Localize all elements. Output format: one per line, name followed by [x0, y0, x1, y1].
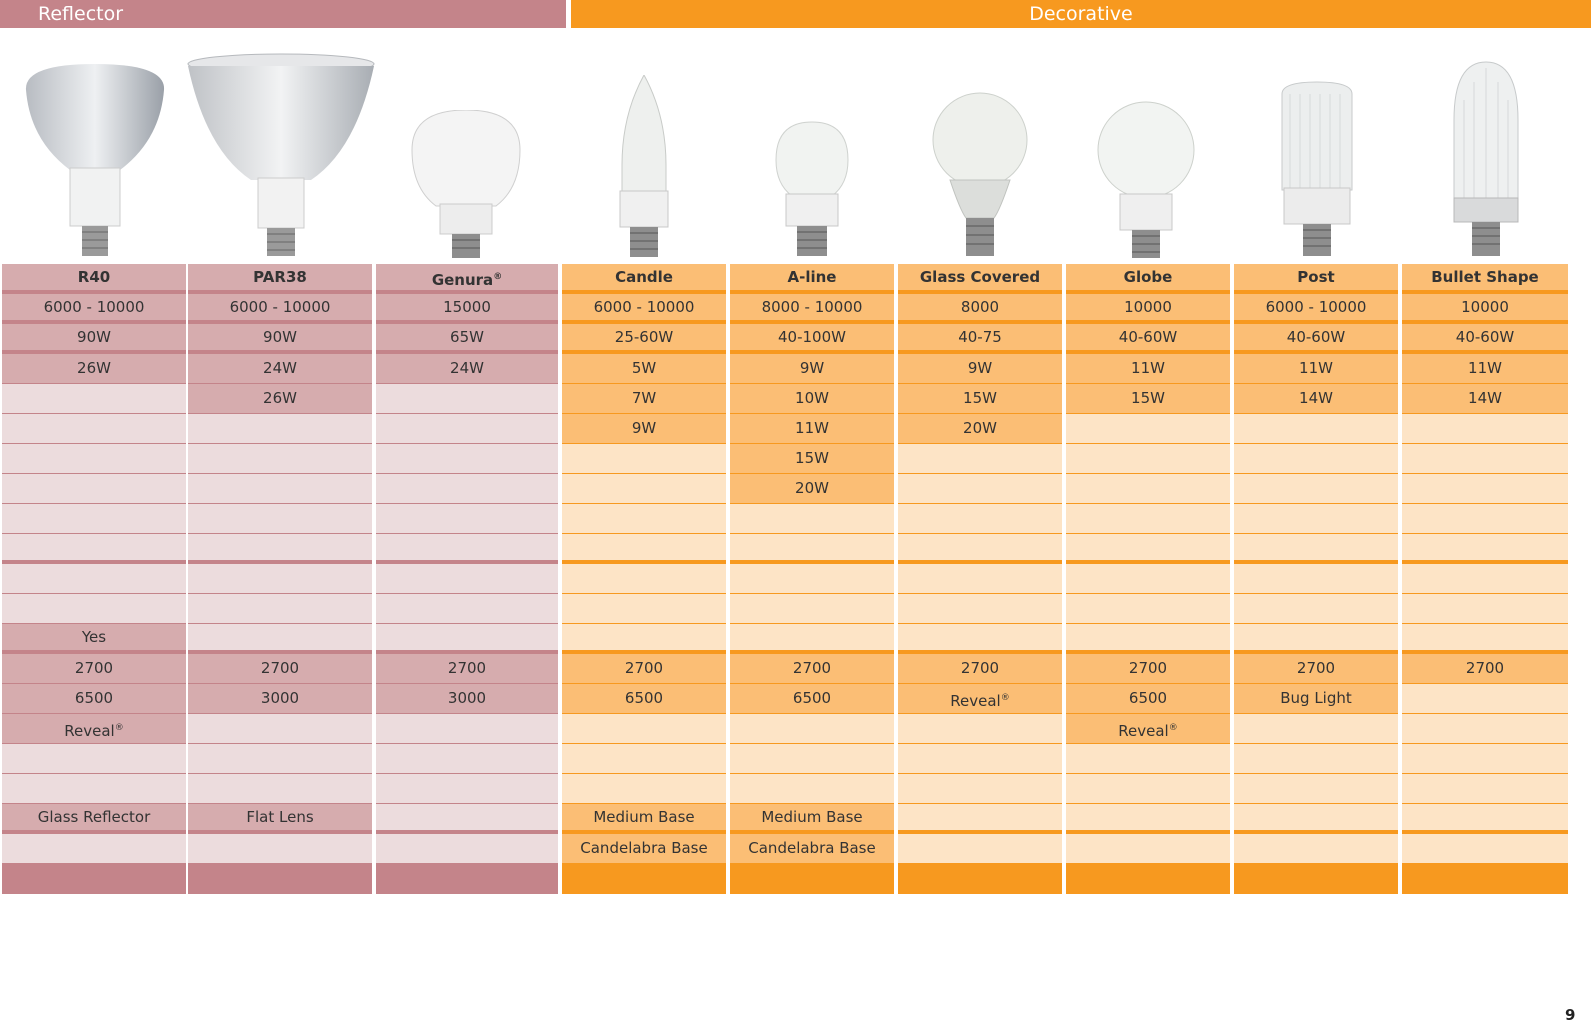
- table-cell: [188, 594, 372, 624]
- table-cell: [2, 444, 186, 474]
- table-cell: [1402, 384, 1568, 414]
- decorative-section-header: [571, 0, 1591, 28]
- cell-value: 40-100W: [778, 328, 846, 346]
- cell-value: Bug Light: [1280, 689, 1352, 707]
- table-cell: [188, 294, 372, 324]
- table-cell: [2, 504, 186, 534]
- cell-value: 6500: [792, 689, 832, 707]
- cell-value: 6000 - 10000: [43, 298, 145, 316]
- column-a-line: [730, 264, 894, 902]
- table-cell: [730, 654, 894, 684]
- column-footer: [1066, 864, 1230, 894]
- table-cell: [1066, 414, 1230, 444]
- table-cell: [898, 534, 1062, 564]
- column-candle: [562, 264, 726, 902]
- page-number: 9: [1565, 1006, 1576, 1024]
- cell-value: 15W: [963, 389, 997, 407]
- table-cell: [562, 744, 726, 774]
- cell-value: 2700: [1296, 659, 1336, 677]
- table-cell: [898, 354, 1062, 384]
- reflector-section-title: Reflector: [38, 3, 124, 25]
- cell-value: 25-60W: [614, 328, 674, 346]
- table-cell: [2, 744, 186, 774]
- column-header-label: A-line: [787, 268, 837, 286]
- table-cell: [1234, 534, 1398, 564]
- table-cell: [188, 504, 372, 534]
- cell-value: 8000: [960, 298, 1000, 316]
- table-cell: [1234, 774, 1398, 804]
- table-cell: [1402, 684, 1568, 714]
- table-cell: [1402, 714, 1568, 744]
- table-cell: [1066, 294, 1230, 324]
- table-cell: [188, 834, 372, 864]
- column-bullet-shape: [1402, 264, 1568, 902]
- column-footer: [1402, 864, 1568, 894]
- table-cell: [2, 774, 186, 804]
- table-cell: [1234, 834, 1398, 864]
- table-cell: [730, 564, 894, 594]
- genura-bulb-image: [410, 110, 530, 260]
- cell-value: 6000 - 10000: [229, 298, 331, 316]
- column-footer: [562, 864, 726, 894]
- table-cell: [1402, 324, 1568, 354]
- cell-value: 40-60W: [1286, 328, 1346, 346]
- table-cell: [1234, 384, 1398, 414]
- cell-value: 8000 - 10000: [761, 298, 863, 316]
- table-cell: [1066, 534, 1230, 564]
- cell-value: 6000 - 10000: [593, 298, 695, 316]
- table-cell: [898, 684, 1062, 714]
- candle-bulb-image: [614, 75, 674, 260]
- table-cell: [1402, 474, 1568, 504]
- table-cell: [1234, 714, 1398, 744]
- table-cell: [898, 714, 1062, 744]
- cell-value: Medium Base: [593, 808, 695, 826]
- table-cell: [562, 324, 726, 354]
- table-cell: [376, 624, 558, 654]
- cell-value: 65W: [450, 328, 484, 346]
- table-cell: [562, 654, 726, 684]
- cell-value: 2700: [74, 659, 114, 677]
- cell-value: 11W: [795, 419, 829, 437]
- registered-mark: ®: [493, 272, 503, 282]
- bullet-bulb-image: [1450, 60, 1522, 260]
- table-cell: [376, 714, 558, 744]
- table-cell: [898, 474, 1062, 504]
- column-header-label: Genura: [431, 271, 494, 289]
- table-cell: [898, 654, 1062, 684]
- cell-value: 11W: [1131, 359, 1165, 377]
- table-cell: [1402, 774, 1568, 804]
- table-cell: [730, 384, 894, 414]
- column-footer: [188, 864, 372, 894]
- column-header-label: Globe: [1123, 268, 1173, 286]
- table-cell: [2, 684, 186, 714]
- table-cell: [562, 564, 726, 594]
- table-cell: [376, 354, 558, 384]
- column-header: [1066, 264, 1230, 294]
- table-cell: [188, 744, 372, 774]
- cell-value: 15000: [443, 298, 491, 316]
- cell-value: Glass Reflector: [37, 808, 151, 826]
- cell-value: 7W: [631, 389, 657, 407]
- table-cell: [1066, 744, 1230, 774]
- table-cell: [730, 444, 894, 474]
- table-cell: [188, 384, 372, 414]
- table-cell: [1066, 384, 1230, 414]
- table-cell: [730, 414, 894, 444]
- column-header-label: R40: [77, 268, 111, 286]
- table-cell: [562, 444, 726, 474]
- cell-value: Reveal: [64, 722, 115, 740]
- cell-value: 2700: [624, 659, 664, 677]
- table-cell: [1066, 324, 1230, 354]
- table-cell: [562, 774, 726, 804]
- table-cell: [1402, 624, 1568, 654]
- table-cell: [730, 684, 894, 714]
- table-cell: [730, 354, 894, 384]
- table-cell: [2, 324, 186, 354]
- column-header-label: Candle: [615, 268, 673, 286]
- table-cell: [376, 324, 558, 354]
- table-cell: [730, 594, 894, 624]
- column-glass-covered: [898, 264, 1062, 902]
- table-cell: [188, 414, 372, 444]
- table-cell: [1066, 444, 1230, 474]
- cell-value: 14W: [1468, 389, 1502, 407]
- reflector-section-header: [0, 0, 566, 28]
- registered-mark: ®: [114, 723, 124, 733]
- table-cell: [376, 774, 558, 804]
- cell-value: 40-60W: [1118, 328, 1178, 346]
- cell-value: 20W: [963, 419, 997, 437]
- table-cell: [376, 294, 558, 324]
- table-cell: [188, 324, 372, 354]
- a-line-bulb-image: [772, 120, 852, 260]
- table-cell: [1066, 834, 1230, 864]
- column-header: [376, 264, 558, 294]
- table-cell: [1234, 594, 1398, 624]
- table-cell: [562, 534, 726, 564]
- table-cell: [730, 504, 894, 534]
- cell-value: 9W: [631, 419, 657, 437]
- cell-value: Flat Lens: [246, 808, 314, 826]
- table-cell: [1402, 744, 1568, 774]
- cell-value: 2700: [792, 659, 832, 677]
- cell-value: 24W: [263, 359, 297, 377]
- table-cell: [1066, 654, 1230, 684]
- column-header: [1234, 264, 1398, 294]
- table-cell: [1066, 594, 1230, 624]
- table-cell: [376, 744, 558, 774]
- column-footer: [376, 864, 558, 894]
- cell-value: 11W: [1299, 359, 1333, 377]
- cell-value: 15W: [795, 449, 829, 467]
- table-cell: [188, 474, 372, 504]
- column-header: [898, 264, 1062, 294]
- table-cell: [898, 324, 1062, 354]
- table-cell: [562, 624, 726, 654]
- table-cell: [376, 654, 558, 684]
- column-r40: [2, 264, 186, 902]
- table-cell: [2, 834, 186, 864]
- column-header-label: Bullet Shape: [1431, 268, 1539, 286]
- cell-value: 20W: [795, 479, 829, 497]
- table-cell: [1066, 774, 1230, 804]
- column-globe: [1066, 264, 1230, 902]
- table-cell: [188, 534, 372, 564]
- cell-value: 26W: [263, 389, 297, 407]
- table-cell: [898, 594, 1062, 624]
- cell-value: 15W: [1131, 389, 1165, 407]
- table-cell: [562, 504, 726, 534]
- table-cell: [2, 624, 186, 654]
- decorative-section-title: Decorative: [1029, 3, 1133, 25]
- table-cell: [562, 594, 726, 624]
- table-cell: [562, 684, 726, 714]
- table-cell: [376, 594, 558, 624]
- table-cell: [1066, 474, 1230, 504]
- table-cell: [1066, 804, 1230, 834]
- table-cell: [898, 804, 1062, 834]
- table-cell: [1066, 624, 1230, 654]
- cell-value: Yes: [81, 628, 107, 646]
- table-cell: [2, 564, 186, 594]
- table-cell: [1234, 504, 1398, 534]
- table-cell: [730, 744, 894, 774]
- table-cell: [376, 444, 558, 474]
- bulb-image-row: [0, 38, 1591, 260]
- table-cell: [1234, 324, 1398, 354]
- table-cell: [2, 594, 186, 624]
- cell-value: Candelabra Base: [748, 839, 876, 857]
- table-cell: [376, 384, 558, 414]
- glass-covered-bulb-image: [930, 90, 1030, 260]
- table-cell: [898, 564, 1062, 594]
- table-cell: [376, 834, 558, 864]
- cell-value: 40-75: [958, 328, 1002, 346]
- table-cell: [376, 474, 558, 504]
- cell-value: 14W: [1299, 389, 1333, 407]
- table-cell: [562, 474, 726, 504]
- table-cell: [1402, 534, 1568, 564]
- cell-value: 26W: [77, 359, 111, 377]
- table-cell: [898, 384, 1062, 414]
- table-cell: [1234, 744, 1398, 774]
- table-cell: [1402, 834, 1568, 864]
- table-cell: [730, 474, 894, 504]
- table-cell: [188, 774, 372, 804]
- column-post: [1234, 264, 1398, 902]
- globe-bulb-image: [1096, 100, 1196, 260]
- column-header-label: PAR38: [253, 268, 307, 286]
- cell-value: 2700: [260, 659, 300, 677]
- table-cell: [2, 474, 186, 504]
- table-cell: [898, 624, 1062, 654]
- column-header: [2, 264, 186, 294]
- cell-value: 9W: [967, 359, 993, 377]
- table-cell: [562, 294, 726, 324]
- column-par38: [188, 264, 372, 902]
- table-cell: [2, 294, 186, 324]
- table-cell: [898, 744, 1062, 774]
- table-cell: [562, 354, 726, 384]
- table-cell: [188, 444, 372, 474]
- cell-value: 5W: [631, 359, 657, 377]
- cell-value: 11W: [1468, 359, 1502, 377]
- table-cell: [1234, 564, 1398, 594]
- cell-value: 10W: [795, 389, 829, 407]
- table-cell: [188, 804, 372, 834]
- table-cell: [730, 324, 894, 354]
- cell-value: 10000: [1461, 298, 1509, 316]
- table-cell: [1234, 474, 1398, 504]
- cell-value: 10000: [1124, 298, 1172, 316]
- table-cell: [898, 834, 1062, 864]
- table-cell: [730, 834, 894, 864]
- table-cell: [188, 564, 372, 594]
- cell-value: 6500: [1128, 689, 1168, 707]
- column-footer: [1234, 864, 1398, 894]
- table-cell: [562, 414, 726, 444]
- cell-value: 6000 - 10000: [1265, 298, 1367, 316]
- cell-value: Reveal: [1118, 722, 1169, 740]
- post-bulb-image: [1276, 80, 1358, 260]
- table-cell: [1234, 414, 1398, 444]
- table-cell: [898, 774, 1062, 804]
- cell-value: 3000: [260, 689, 300, 707]
- cell-value: 90W: [263, 328, 297, 346]
- column-footer: [730, 864, 894, 894]
- cell-value: 9W: [799, 359, 825, 377]
- table-cell: [562, 804, 726, 834]
- r40-bulb-image: [20, 60, 170, 260]
- column-header-label: Glass Covered: [919, 268, 1041, 286]
- column-header: [188, 264, 372, 294]
- table-cell: [730, 624, 894, 654]
- table-cell: [1234, 294, 1398, 324]
- table-cell: [1402, 504, 1568, 534]
- cell-value: 2700: [1128, 659, 1168, 677]
- cell-value: 3000: [447, 689, 487, 707]
- par38-bulb-image: [186, 50, 376, 260]
- table-cell: [376, 804, 558, 834]
- table-cell: [1402, 564, 1568, 594]
- table-cell: [2, 414, 186, 444]
- cell-value: 40-60W: [1455, 328, 1515, 346]
- table-cell: [1234, 444, 1398, 474]
- table-cell: [188, 654, 372, 684]
- table-cell: [562, 714, 726, 744]
- table-cell: [1234, 684, 1398, 714]
- column-footer: [898, 864, 1062, 894]
- table-cell: [730, 804, 894, 834]
- cell-value: 24W: [450, 359, 484, 377]
- table-cell: [376, 534, 558, 564]
- table-cell: [1066, 684, 1230, 714]
- table-cell: [1402, 414, 1568, 444]
- table-cell: [1066, 504, 1230, 534]
- table-cell: [898, 294, 1062, 324]
- table-cell: [898, 444, 1062, 474]
- table-cell: [1402, 354, 1568, 384]
- table-cell: [1234, 804, 1398, 834]
- table-cell: [1066, 714, 1230, 744]
- registered-mark: ®: [1000, 693, 1010, 703]
- column-header: [562, 264, 726, 294]
- table-cell: [1402, 294, 1568, 324]
- cell-value: 2700: [1465, 659, 1505, 677]
- table-cell: [1402, 594, 1568, 624]
- cell-value: Reveal: [950, 692, 1001, 710]
- cell-value: 90W: [77, 328, 111, 346]
- table-cell: [2, 714, 186, 744]
- table-cell: [2, 384, 186, 414]
- cell-value: 2700: [447, 659, 487, 677]
- table-cell: [562, 384, 726, 414]
- column-header: [1402, 264, 1568, 294]
- table-cell: [188, 624, 372, 654]
- table-cell: [1402, 444, 1568, 474]
- table-cell: [1234, 354, 1398, 384]
- table-cell: [1234, 624, 1398, 654]
- table-cell: [376, 684, 558, 714]
- table-cell: [1234, 654, 1398, 684]
- table-cell: [376, 564, 558, 594]
- table-cell: [1066, 564, 1230, 594]
- table-cell: [188, 684, 372, 714]
- table-cell: [562, 834, 726, 864]
- table-cell: [2, 534, 186, 564]
- table-cell: [188, 714, 372, 744]
- column-header: [730, 264, 894, 294]
- table-cell: [730, 714, 894, 744]
- table-cell: [730, 534, 894, 564]
- column-footer: [2, 864, 186, 894]
- cell-value: 6500: [74, 689, 114, 707]
- table-cell: [376, 504, 558, 534]
- table-cell: [376, 414, 558, 444]
- column-genura: [376, 264, 558, 902]
- table-cell: [1402, 804, 1568, 834]
- table-cell: [898, 504, 1062, 534]
- table-cell: [2, 804, 186, 834]
- cell-value: 2700: [960, 659, 1000, 677]
- cell-value: Candelabra Base: [580, 839, 708, 857]
- registered-mark: ®: [1168, 723, 1178, 733]
- table-cell: [898, 414, 1062, 444]
- cell-value: Medium Base: [761, 808, 863, 826]
- cell-value: 6500: [624, 689, 664, 707]
- table-cell: [188, 354, 372, 384]
- table-cell: [1402, 654, 1568, 684]
- table-cell: [2, 354, 186, 384]
- table-cell: [1066, 354, 1230, 384]
- table-cell: [2, 654, 186, 684]
- table-cell: [730, 294, 894, 324]
- column-header-label: Post: [1297, 268, 1335, 286]
- table-cell: [730, 774, 894, 804]
